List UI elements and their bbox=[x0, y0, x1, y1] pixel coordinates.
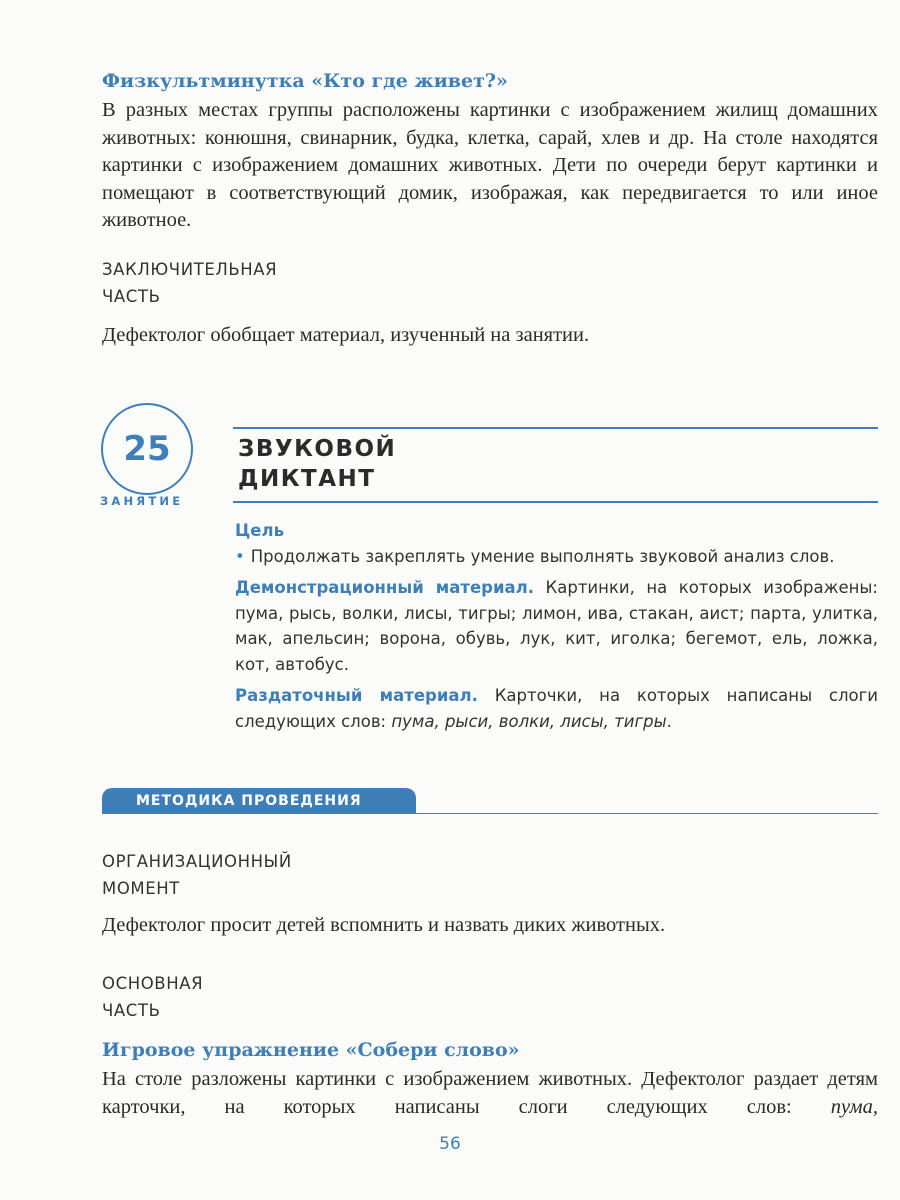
game-exercise-text-italic: пума, bbox=[830, 1095, 879, 1118]
method-banner-rule bbox=[102, 813, 878, 814]
lesson-body bbox=[235, 518, 878, 740]
bullet-icon: • bbox=[235, 546, 245, 566]
handout-material bbox=[235, 683, 878, 734]
lesson-title-top-rule bbox=[233, 427, 878, 429]
lesson-number-badge bbox=[101, 403, 193, 495]
final-part-heading-line2: ЧАСТЬ bbox=[102, 287, 161, 306]
lesson-title-line2: ДИКТАНТ bbox=[238, 466, 376, 492]
fizkultminutka-title: Физкультминутка «Кто где живет?» bbox=[102, 70, 508, 92]
lesson-number: 25 bbox=[123, 429, 171, 469]
org-moment-heading-line2: МОМЕНТ bbox=[102, 879, 180, 898]
goal-label: Цель bbox=[235, 521, 285, 540]
goal-item bbox=[235, 544, 878, 570]
final-part-heading-line1: ЗАКЛЮЧИТЕЛЬНАЯ bbox=[102, 260, 278, 279]
lesson-title-bottom-rule bbox=[233, 501, 878, 503]
demo-material-label: Демонстрационный материал. bbox=[235, 578, 535, 597]
main-part-heading bbox=[102, 970, 878, 1024]
handout-end: . bbox=[666, 711, 672, 731]
game-exercise-text bbox=[102, 1066, 878, 1121]
game-exercise-title: Игровое упражнение «Собери слово» bbox=[102, 1039, 520, 1061]
main-part-heading-line2: ЧАСТЬ bbox=[102, 1001, 161, 1020]
final-part-heading bbox=[102, 256, 878, 310]
lesson-title-line1: ЗВУКОВОЙ bbox=[238, 436, 397, 462]
org-moment-heading-line1: ОРГАНИЗАЦИОННЫЙ bbox=[102, 852, 292, 871]
method-banner bbox=[102, 788, 416, 814]
main-part-heading-line1: ОСНОВНАЯ bbox=[102, 974, 204, 993]
method-banner-label: МЕТОДИКА ПРОВЕДЕНИЯ bbox=[136, 793, 362, 809]
handout-words: пума, рыси, волки, лисы, тигры bbox=[391, 711, 667, 731]
page-number: 56 bbox=[439, 1134, 461, 1154]
fizkultminutka-text: В разных местах группы расположены картинки с изображением жилищ домашних животных: конюшня, свинарник, будка, клетка, сарай, хлев и др. На столе находятся картинки с изображением домашних животных. Дети по очереди берут картинки и помещают в соответствующий домик, изображая, как передвигается то или иное животное. bbox=[102, 99, 878, 231]
goal-text: Продолжать закреплять умение выполнять звуковой анализ слов. bbox=[250, 546, 835, 566]
lesson-label: ЗАНЯТИЕ bbox=[100, 494, 184, 508]
final-part-text: Дефектолог обобщает материал, изученный на занятии. bbox=[102, 324, 590, 346]
goal-section bbox=[235, 518, 878, 569]
game-exercise-text-main: На столе разложены картинки с изображением животных. Дефектолог раздает детям карточки, на которых написаны слоги следующих слов: bbox=[102, 1068, 878, 1118]
org-moment-text: Дефектолог просит детей вспомнить и назвать диких животных. bbox=[102, 914, 666, 936]
handout-material-text: Карточки, на которых написаны слоги следующих слов: bbox=[235, 686, 878, 731]
lesson-title bbox=[238, 434, 396, 494]
handout-material-label: Раздаточный материал. bbox=[235, 686, 478, 705]
demo-material bbox=[235, 575, 878, 677]
org-moment-heading bbox=[102, 848, 878, 902]
demo-material-text: Картинки, на которых изображены: пума, рысь, волки, лисы, тигры; лимон, ива, стакан, аист; парта, улитка, мак, апельсин; ворона, обувь, лук, кит, иголка; бегемот, ель, ложка, кот, автобус. bbox=[235, 578, 878, 674]
